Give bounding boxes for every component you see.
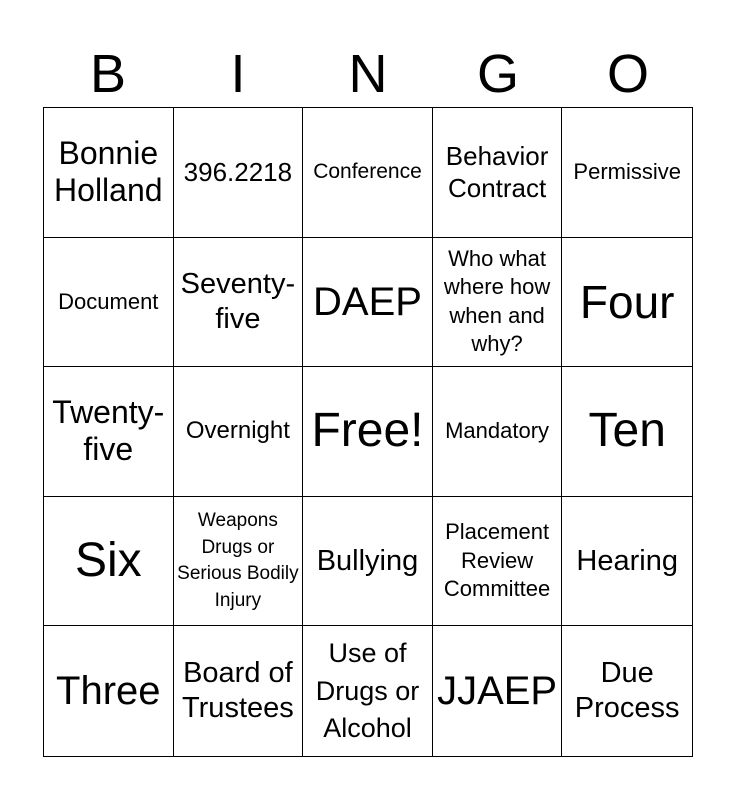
bingo-cell[interactable] — [174, 626, 304, 756]
cell-label: Mandatory — [445, 418, 550, 444]
cell-label: Bonnie Holland — [54, 134, 163, 209]
cell-label: 396.2218 — [183, 157, 293, 188]
bingo-cell[interactable] — [562, 238, 692, 368]
cell-label: Permissive — [573, 159, 681, 184]
bingo-cell[interactable] — [303, 626, 433, 756]
cell-label: Free! — [311, 404, 424, 458]
cell-label: Twenty-five — [52, 393, 165, 468]
bingo-cell[interactable] — [303, 367, 433, 497]
bingo-cell[interactable] — [174, 367, 304, 497]
bingo-cell[interactable] — [303, 497, 433, 627]
cell-label: Three — [56, 669, 161, 714]
bingo-cell[interactable] — [433, 367, 563, 497]
bingo-cell[interactable] — [44, 367, 174, 497]
cell-label: Ten — [588, 404, 666, 458]
bingo-cell[interactable] — [174, 497, 304, 627]
header-letter-n: N — [348, 44, 388, 104]
bingo-cell[interactable] — [44, 108, 174, 238]
cell-label: Board of Trustees — [182, 657, 294, 725]
bingo-cell[interactable] — [562, 626, 692, 756]
cell-label: Use of Drugs or Alcohol — [315, 638, 420, 743]
cell-label: DAEP — [313, 279, 422, 324]
bingo-cell[interactable] — [44, 497, 174, 627]
bingo-cell[interactable] — [174, 108, 304, 238]
bingo-cell[interactable] — [562, 367, 692, 497]
header-letter-b: B — [89, 44, 127, 104]
header-letter-i: I — [230, 44, 246, 104]
cell-label: Six — [74, 533, 142, 587]
header-letter-g: G — [476, 44, 519, 104]
cell-label: JJAEP — [437, 669, 558, 714]
cell-label: Seventy-five — [180, 268, 296, 335]
bingo-cell[interactable] — [562, 497, 692, 627]
cell-label: Who what where how when and why? — [443, 245, 551, 357]
bingo-cell[interactable] — [433, 497, 563, 627]
bingo-cell[interactable] — [433, 626, 563, 756]
cell-label: Placement Review Committee — [443, 519, 551, 602]
cell-label: Behavior Contract — [445, 140, 549, 204]
cell-label: Bullying — [316, 544, 419, 577]
bingo-cell[interactable] — [433, 108, 563, 238]
bingo-board — [43, 107, 693, 757]
cell-label: Weapons Drugs or Serious Bodily Injury — [177, 509, 299, 611]
bingo-cell[interactable] — [174, 238, 304, 368]
bingo-cell[interactable] — [562, 108, 692, 238]
bingo-cell[interactable] — [44, 626, 174, 756]
bingo-cell[interactable] — [303, 238, 433, 368]
cell-label: Conference — [313, 160, 422, 184]
cell-label: Document — [58, 288, 159, 314]
cell-label: Due Process — [574, 657, 680, 725]
bingo-cell[interactable] — [303, 108, 433, 238]
bingo-header — [43, 40, 693, 108]
bingo-cell[interactable] — [44, 238, 174, 368]
bingo-cell[interactable] — [433, 238, 563, 368]
cell-label: Four — [579, 275, 675, 328]
header-letter-o: O — [606, 44, 649, 104]
cell-label: Overnight — [185, 417, 290, 445]
cell-label: Hearing — [576, 544, 678, 577]
